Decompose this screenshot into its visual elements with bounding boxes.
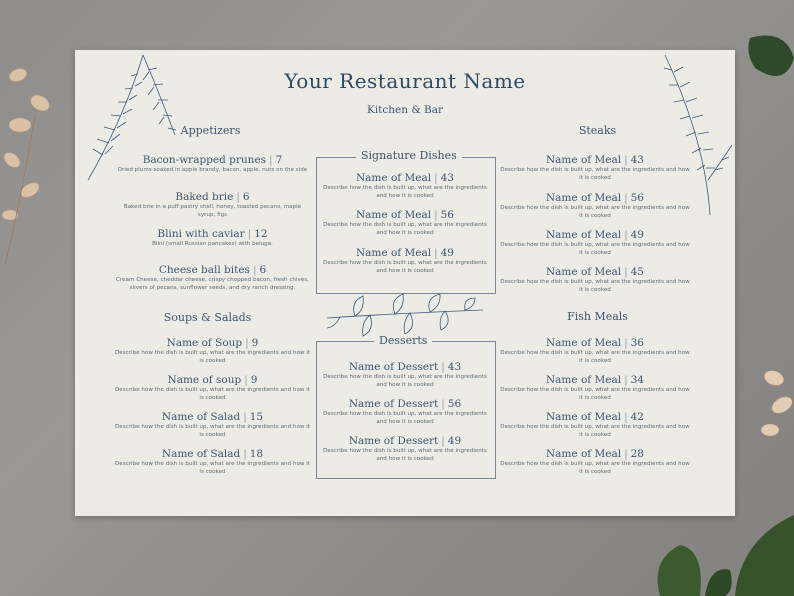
menu-sheet — [75, 50, 735, 516]
item-name-line — [500, 229, 690, 242]
item-price: 15 — [249, 411, 264, 423]
separator: | — [245, 337, 249, 349]
item-name-line — [115, 228, 310, 241]
item-description: Describe how the dish is built up, what are the ingredients and how it is cooked — [323, 222, 487, 236]
item-name: Name of Dessert — [348, 398, 439, 410]
menu-item — [320, 435, 490, 463]
separator: | — [247, 228, 252, 240]
item-description: Describe how the dish is built up, what are the ingredients and how it is cooked — [500, 461, 690, 475]
item-price: 42 — [630, 411, 644, 423]
item-price: 45 — [630, 266, 644, 278]
item-price: 34 — [630, 374, 644, 386]
item-name: Name of Meal — [545, 337, 622, 349]
item-description: Describe how the dish is built up, what are the ingredients and how it is cooked — [500, 242, 690, 256]
separator: | — [624, 229, 628, 241]
item-description: Describe how the dish is built up, what are the ingredients and how it is cooked — [500, 279, 690, 293]
item-name: Cheese ball bites — [158, 264, 250, 276]
item-description: Describe how the dish is built up, what are the ingredients and how it is cooked — [500, 167, 690, 181]
item-price: 6 — [242, 191, 250, 203]
item-name: Name of Meal — [355, 172, 432, 184]
item-name: Name of Meal — [355, 209, 432, 221]
menu-item — [320, 247, 490, 275]
item-name-line — [320, 172, 490, 185]
item-description: Describe how the dish is built up, what are the ingredients and how it is cooked — [500, 387, 690, 401]
menu-item — [500, 337, 690, 365]
item-name-line — [115, 191, 310, 204]
dried-flower-icon — [0, 55, 70, 285]
separator: | — [243, 411, 247, 423]
item-name: Bacon-wrapped prunes — [142, 154, 267, 166]
item-description: Describe how the dish is built up, what are the ingredients and how it is cooked — [115, 387, 310, 401]
menu-item — [500, 154, 690, 182]
separator: | — [434, 209, 438, 221]
item-name: Name of Meal — [545, 229, 622, 241]
item-price: 56 — [630, 192, 644, 204]
steaks-heading: Steaks — [578, 124, 617, 137]
item-name: Name of Meal — [545, 192, 622, 204]
menu-item — [115, 228, 310, 249]
separator: | — [434, 247, 438, 259]
item-name-line — [115, 374, 310, 387]
item-description: Blini (small Russian pancakes) with beluga. — [152, 241, 273, 247]
separator: | — [434, 172, 438, 184]
dried-flower-icon — [752, 360, 794, 450]
item-name-line — [500, 192, 690, 205]
item-description: Describe how the dish is built up, what are the ingredients and how it is cooked — [500, 424, 690, 438]
item-name: Name of Dessert — [348, 361, 439, 373]
item-name: Name of soup — [167, 374, 242, 386]
item-price: 43 — [630, 154, 644, 166]
item-name-line — [115, 411, 310, 424]
item-price: 56 — [447, 398, 462, 410]
item-name: Name of Meal — [545, 374, 622, 386]
item-name-line — [320, 398, 490, 411]
item-price: 7 — [275, 154, 283, 166]
menu-item — [500, 192, 690, 220]
item-name-line — [500, 448, 690, 461]
separator: | — [243, 448, 247, 460]
item-price: 49 — [630, 229, 644, 241]
item-name-line — [320, 435, 490, 448]
menu-item — [320, 172, 490, 200]
item-name: Name of Meal — [545, 411, 622, 423]
restaurant-subtitle: Kitchen & Bar — [366, 104, 444, 116]
separator: | — [244, 374, 248, 386]
separator: | — [441, 398, 445, 410]
item-price: 28 — [630, 448, 644, 460]
separator: | — [441, 361, 445, 373]
separator: | — [624, 154, 628, 166]
signature-heading: Signature Dishes — [356, 149, 462, 162]
menu-item — [500, 266, 690, 294]
menu-item — [500, 448, 690, 476]
item-price: 6 — [259, 264, 267, 276]
menu-item — [115, 337, 310, 365]
item-description: Describe how the dish is built up, what are the ingredients and how it is cooked — [323, 374, 487, 388]
menu-item — [500, 229, 690, 257]
separator: | — [441, 435, 445, 447]
item-name-line — [115, 264, 310, 277]
item-name-line — [115, 448, 310, 461]
item-price: 36 — [630, 337, 644, 349]
item-name-line — [320, 247, 490, 260]
item-description: Describe how the dish is built up, what are the ingredients and how it is cooked — [115, 350, 310, 364]
item-name: Name of Salad — [161, 448, 241, 460]
separator: | — [624, 411, 628, 423]
fish-heading: Fish Meals — [567, 310, 628, 323]
item-name-line — [320, 361, 490, 374]
item-name: Baked brie — [175, 191, 234, 203]
item-description: Dried plums soaked in apple brandy, bacon, apple, nuts on the side — [117, 167, 308, 173]
item-price: 18 — [249, 448, 264, 460]
item-description: Describe how the dish is built up, what are the ingredients and how it is cooked — [323, 260, 487, 274]
menu-item — [320, 361, 490, 389]
item-price: 9 — [250, 374, 258, 386]
item-name-line — [500, 266, 690, 279]
item-name: Name of Meal — [355, 247, 432, 259]
item-description: Describe how the dish is built up, what are the ingredients and how it is cooked — [323, 411, 487, 425]
leaf-sprig-icon — [325, 292, 485, 340]
desserts-heading: Desserts — [374, 334, 432, 347]
menu-item — [115, 264, 310, 292]
separator: | — [624, 448, 628, 460]
separator: | — [624, 192, 628, 204]
soups-heading: Soups & Salads — [163, 311, 252, 324]
restaurant-name: Your Restaurant Name — [284, 69, 526, 93]
item-price: 49 — [447, 435, 462, 447]
item-name: Name of Salad — [161, 411, 241, 423]
menu-item — [115, 448, 310, 476]
menu-item — [320, 398, 490, 426]
item-description: Describe how the dish is built up, what are the ingredients and how it is cooked — [323, 448, 487, 462]
item-description: Describe how the dish is built up, what are the ingredients and how it is cooked — [323, 185, 487, 199]
item-name-line — [500, 337, 690, 350]
item-price: 56 — [440, 209, 454, 221]
separator: | — [252, 264, 257, 276]
item-description: Describe how the dish is built up, what are the ingredients and how it is cooked — [115, 461, 310, 475]
item-name: Blini with caviar — [157, 228, 245, 240]
item-name-line — [115, 337, 310, 350]
item-name: Name of Meal — [545, 154, 622, 166]
item-name-line — [500, 411, 690, 424]
menu-item — [115, 374, 310, 402]
separator: | — [624, 266, 628, 278]
menu-item — [500, 374, 690, 402]
item-description: Describe how the dish is built up, what are the ingredients and how it is cooked — [500, 205, 690, 219]
menu-item — [115, 411, 310, 439]
item-name: Name of Soup — [166, 337, 243, 349]
appetizers-heading: Appetizers — [180, 124, 241, 137]
item-name-line — [500, 154, 690, 167]
item-price: 43 — [447, 361, 462, 373]
menu-item — [500, 411, 690, 439]
green-leaf-icon — [745, 28, 794, 88]
separator: | — [269, 154, 273, 166]
item-name-line — [320, 209, 490, 222]
menu-item — [320, 209, 490, 237]
item-price: 12 — [254, 228, 268, 240]
separator: | — [236, 191, 240, 203]
item-name: Name of Meal — [545, 266, 622, 278]
item-description: Describe how the dish is built up, what are the ingredients and how it is cooked — [500, 350, 690, 364]
menu-item — [115, 191, 310, 219]
item-name-line — [115, 154, 310, 167]
item-price: 9 — [251, 337, 259, 349]
item-name: Name of Dessert — [348, 435, 439, 447]
item-description: Cream Cheese, cheddar cheese, crispy chopped bacon, fresh chives, slivers of pecans, sunflower seeds, and dry ranch dressing. — [116, 277, 309, 291]
item-name-line — [500, 374, 690, 387]
item-name: Name of Meal — [545, 448, 622, 460]
item-price: 43 — [440, 172, 454, 184]
green-leaf-icon — [650, 510, 794, 596]
item-description: Baked brie in a puff pastry shell, honey, toasted pecans, maple syrup, figs — [123, 204, 302, 218]
separator: | — [624, 337, 628, 349]
separator: | — [624, 374, 628, 386]
item-price: 49 — [440, 247, 454, 259]
menu-item — [115, 154, 310, 175]
item-description: Describe how the dish is built up, what are the ingredients and how it is cooked — [115, 424, 310, 438]
